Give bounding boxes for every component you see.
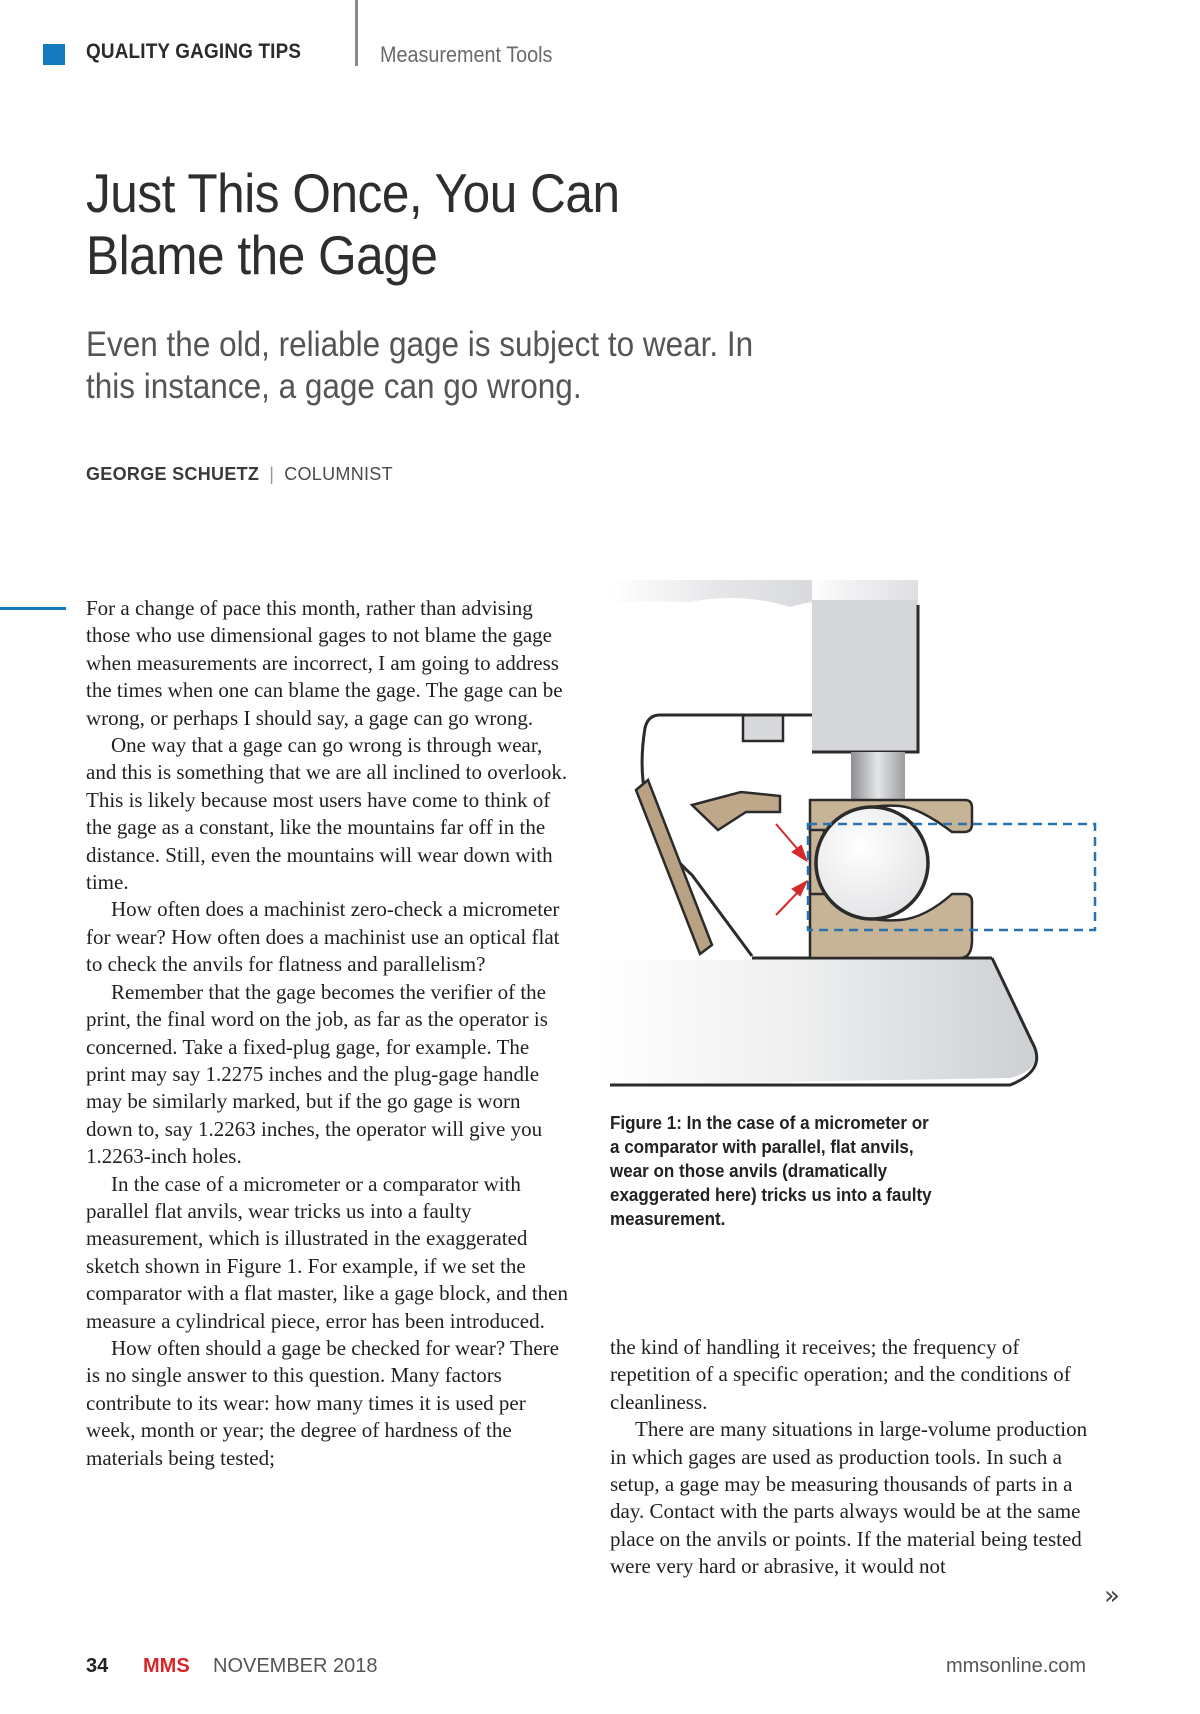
paragraph: There are many situations in large-volume production in which gages are used as production tools. In such a setup, a gage may be measuring thousands of parts in a day. Contact with the parts always would be at the same place on the anvils or points. If the material being tested were very hard or abrasive, it would not <box>610 1417 1088 1579</box>
title-line-2: Blame the Gage <box>86 224 438 286</box>
housing-tab <box>743 715 783 741</box>
subtitle-line-1: Even the old, reliable gage is subject to wear. In <box>86 325 754 364</box>
magazine-name: MMS <box>143 1655 190 1677</box>
body-column-right <box>610 1334 1098 1581</box>
paragraph: One way that a gage can go wrong is through wear, and this is something that we are all inclined to overlook. This is likely because most users have come to think of the gage as a constant, like the mountains far off in the distance. Still, even the mountains will wear down with time. <box>86 733 568 895</box>
subtitle-line-2: this instance, a gage can go wrong. <box>86 367 582 406</box>
website: mmsonline.com <box>946 1655 1087 1677</box>
author-name: GEORGE SCHUETZ <box>86 464 260 484</box>
title-line-1: Just This Once, You Can <box>86 162 620 224</box>
wear-arrow-upper <box>776 824 806 860</box>
housing-right-block <box>812 600 918 752</box>
spindle <box>851 752 905 800</box>
contact-arm <box>692 792 780 830</box>
topic-label: Measurement Tools <box>380 42 553 67</box>
byline <box>86 464 393 485</box>
figure-micrometer-illustration <box>600 580 1100 1100</box>
paragraph: For a change of pace this month, rather than advising those who use dimensional gages to not blame the gage when measurements are incorrect, I am going to address the times when one can blame the gage. The gage can be wrong, or perhaps I should say, a gage can go wrong. <box>86 596 563 730</box>
paragraph: How often should a gage be checked for wear? There is no single answer to this question. Many factors contribute to its wear: how many times it is used per week, month or year; the degree of hardness of the materials being tested; <box>86 1335 559 1470</box>
paragraph: How often does a machinist zero-check a micrometer for wear? How often does a machinist use an optical flat to check the anvils for flatness and parallelism? <box>86 897 560 977</box>
article-title <box>86 162 716 286</box>
paragraph: In the case of a micrometer or a comparator with parallel flat anvils, wear tricks us into a faulty measurement, which is illustrated in the exaggerated sketch shown in Figure 1. For example, if we set the comparator with a flat master, like a gage block, and then measure a cylindrical piece, error has been introduced. <box>86 1171 568 1333</box>
figure-caption: Figure 1: In the case of a micrometer or a comparator with parallel, flat anvils, wear on those anvils (dramatically exaggerated here) tricks us into a faulty measurement. <box>610 1112 932 1229</box>
byline-separator: | <box>269 464 275 484</box>
article-subtitle <box>86 324 842 408</box>
issue-date: NOVEMBER 2018 <box>213 1655 378 1677</box>
body-column-left <box>86 595 568 1472</box>
lower-body <box>600 958 1036 1085</box>
paragraph: the kind of handling it receives; the frequency of repetition of a specific operation; and the conditions of cleanliness. <box>610 1335 1071 1414</box>
continue-arrow-icon: » <box>1104 1581 1120 1611</box>
section-marker <box>43 44 65 65</box>
micrometer-diagram <box>600 580 1100 1100</box>
page-number: 34 <box>86 1655 109 1677</box>
paragraph: Remember that the gage becomes the verifier of the print, the final word on the job, as far as the operator is concerned. Take a fixed-plug gage, for example. The print may say 1.2275 inches and the plug-gage handle may be similarly marked, but if the go gage is worn down to, say 1.2263 inches, the operator will give you 1.2263-inch holes. <box>86 979 548 1169</box>
author-role: COLUMNIST <box>284 464 393 484</box>
wear-arrow-lower <box>776 882 806 915</box>
section-label: QUALITY GAGING TIPS <box>86 40 302 63</box>
header-divider <box>355 0 358 66</box>
body-start-rule <box>0 607 66 610</box>
